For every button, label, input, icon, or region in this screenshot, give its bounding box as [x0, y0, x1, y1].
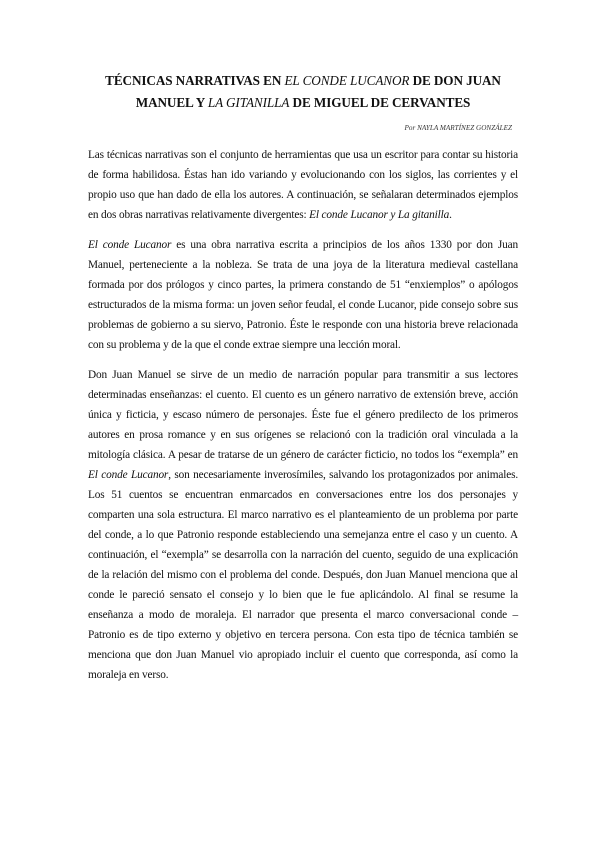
title-part-5: DE MIGUEL DE CERVANTES [289, 95, 471, 110]
paragraph-3-italic: El conde Lucanor [88, 469, 169, 481]
document-body [88, 145, 518, 695]
paragraph-3-text: Don Juan Manuel se sirve de un medio de narración popular para transmitir a sus lectores determinadas enseñanzas: el cuento. El cuento es un género narrativo de extensión breve, acción única y ficticia, y escaso número de personajes. Éste fue el género predilecto de los primeros autores en prosa romance y en sus orígenes se relacionó con la tradición oral vinculada a la mitología clásica. A pesar de tratarse de un género de carácter ficticio, no todos los “exempla” en [88, 369, 518, 461]
title-part-1: TÉCNICAS NARRATIVAS EN [105, 73, 285, 88]
author-byline: Por NAYLA MARTÍNEZ GONZÁLEZ [404, 124, 512, 132]
paragraph-2 [88, 235, 518, 355]
title-work-2: LA GITANILLA [207, 95, 290, 110]
paragraph-1-italic: El conde Lucanor y La gitanilla [309, 209, 450, 221]
paragraph-3 [88, 365, 518, 685]
paragraph-1 [88, 145, 518, 225]
paragraph-1-end: . [449, 209, 452, 221]
title-part-3: DE DON JUAN MANUEL Y [135, 73, 501, 110]
paragraph-3-rest: , son necesariamente inverosímiles, salvando los protagonizados por animales. Los 51 cuentos se encuentran enmarcados en conversaciones entre los dos personajes y comparten una sola estructura. El marco narrativo es el planteamiento de un problema por parte del conde, a lo que Patronio responde estableciendo una semejanza entre el caso y un cuento. A continuación, el “exempla” se desarrolla con la narración del cuento, seguido de una explicación de la relación del mismo con el problema del conde. Después, don Juan Manuel menciona que al conde le pareció sensato el consejo y lo bien que le fue aplicándolo. Al final se resume la enseñanza a modo de moraleja. El narrador que presenta el marco conversacional conde – Patronio es de tipo externo y objetivo en tercera persona. Con esta tipo de técnica también se menciona que don Juan Manuel vio apropiado incluir el cuento que corresponda, así como la moraleja en verso. [88, 469, 518, 681]
paragraph-1-text: Las técnicas narrativas son el conjunto de herramientas que usa un escritor para contar su historia de forma habilidosa. Éstas han ido variando y evolucionando con los siglos, las corrientes y el propio uso que han dado de ella los autores. A continuación, se señalaran determinados ejemplos en dos obras narrativas relativamente divergentes: [88, 149, 518, 221]
document-title [88, 70, 518, 114]
paragraph-2-italic: El conde Lucanor [88, 239, 172, 251]
title-work-1: EL CONDE LUCANOR [284, 73, 410, 88]
paragraph-2-text: es una obra narrativa escrita a principios de los años 1330 por don Juan Manuel, perteneciente a la nobleza. Se trata de una joya de la literatura medieval castellana formada por dos prólogos y cinco partes, la primera constando de 51 “enxiemplos” o apólogos estructurados de la misma forma: un joven señor feudal, el conde Lucanor, pide consejo sobre sus problemas de gobierno a su siervo, Patronio. Éste le responde con una historia breve relacionada con su problema y de la que el conde extrae siempre una lección moral. [88, 239, 518, 351]
